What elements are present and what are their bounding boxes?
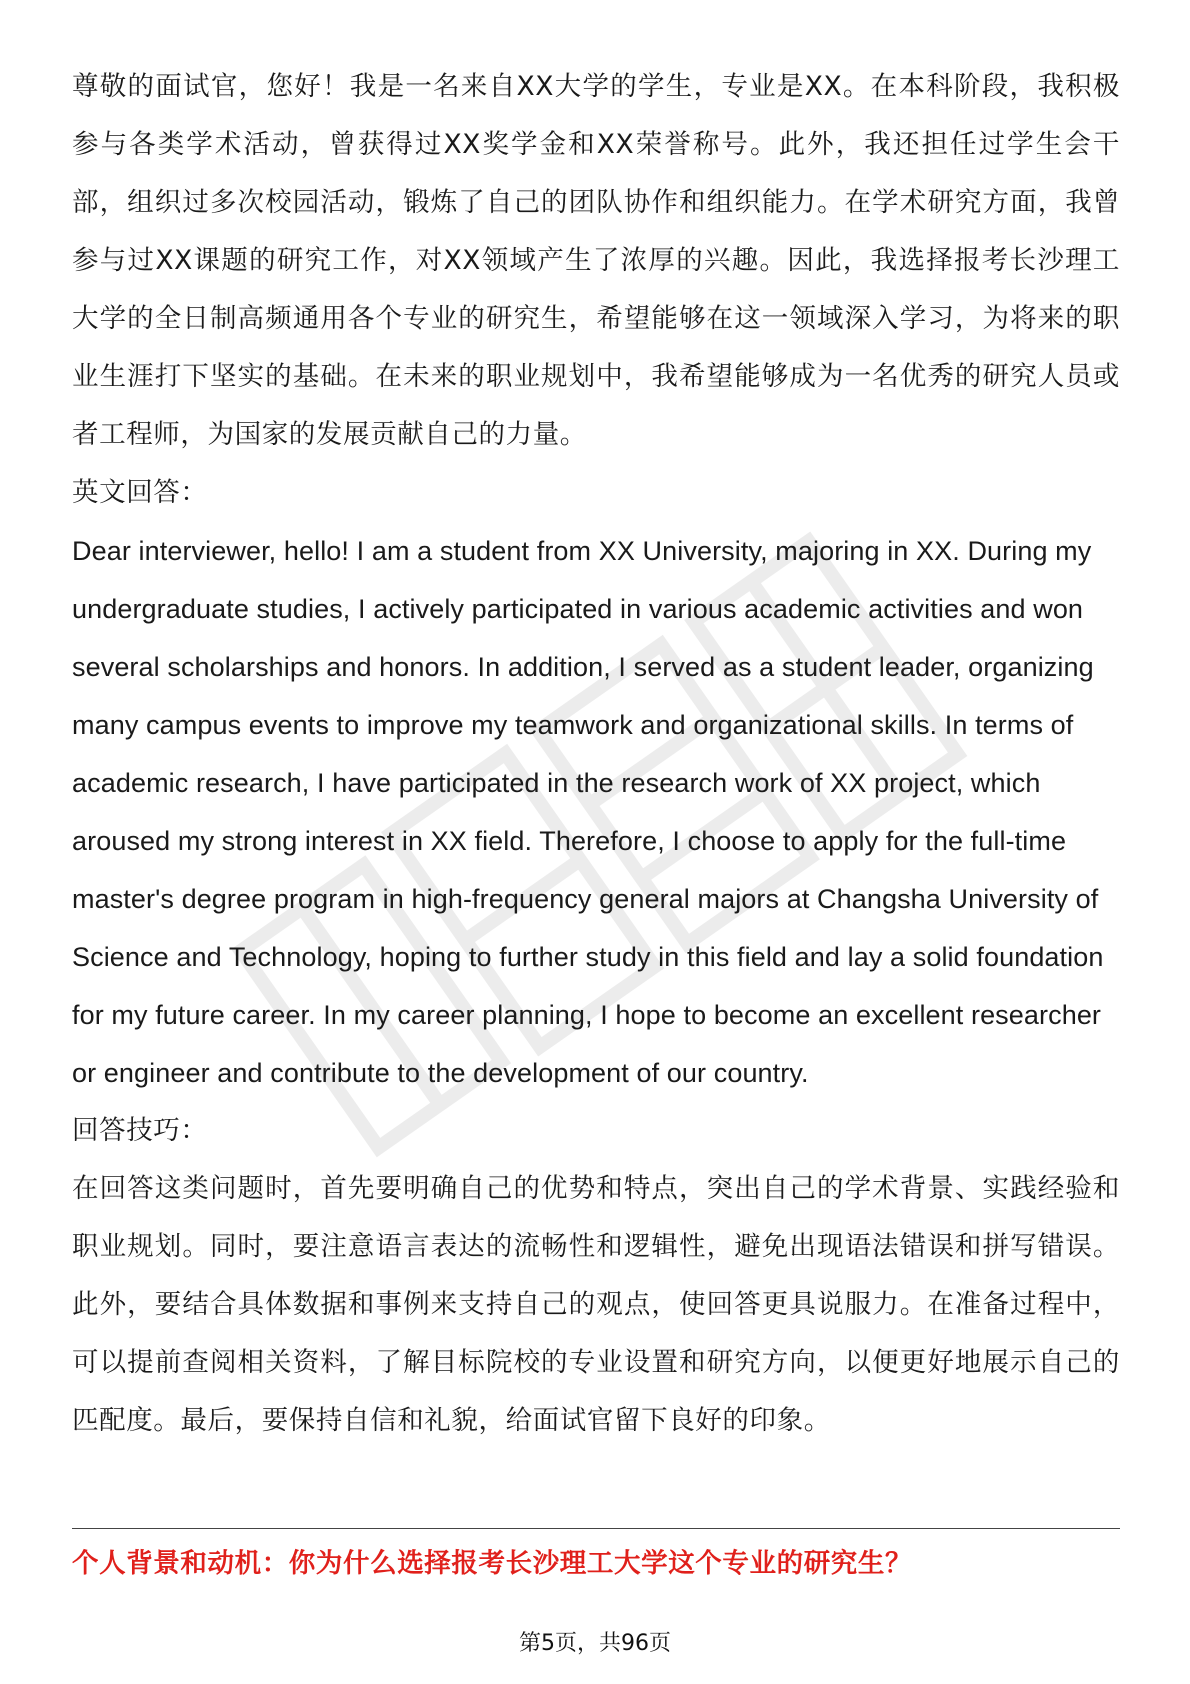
page-number-footer: 第5页，共96页 xyxy=(519,1631,671,1656)
section-divider xyxy=(72,1528,1120,1529)
main-content xyxy=(72,58,1120,1450)
answer-tips-heading: 回答技巧： xyxy=(72,1115,208,1146)
chinese-answer-paragraph: 尊敬的面试官，您好！我是一名来自XX大学的学生，专业是XX。在本科阶段，我积极参与各类学术活动，曾获得过XX奖学金和XX荣誉称号。此外，我还担任过学生会干部，组织过多次校园活动，锻炼了自己的团队协作和组织能力。在学术研究方面，我曾参与过XX课题的研究工作，对XX领域产生了浓厚的兴趣。因此，我选择报考长沙理工大学的全日制高频通用各个专业的研究生，希望能够在这一领域深入学习，为将来的职业生涯打下坚实的基础。在未来的职业规划中，我希望能够成为一名优秀的研究人员或者工程师，为国家的发展贡献自己的力量。 xyxy=(72,71,1120,450)
english-answer-heading: 英文回答： xyxy=(72,477,208,508)
english-answer-paragraph: Dear interviewer, hello! I am a student from XX University, majoring in XX. During my undergraduate studies, I actively participated in various academic activities and won several scholarships and honors. In addition, I served as a student leader, organizing many campus events to improve my teamwork and organizational skills. In terms of academic research, I have participated in the research work of XX project, which aroused my strong interest in XX field. Therefore, I choose to apply for the full-time master's degree program in high-frequency general majors at Changsha University of Science and Technology, hoping to further study in this field and lay a solid foundation for my future career. In my career planning, I hope to become an excellent researcher or engineer and contribute to the development of our country. xyxy=(72,536,1104,1088)
answer-tips-paragraph: 在回答这类问题时，首先要明确自己的优势和特点，突出自己的学术背景、实践经验和职业规划。同时，要注意语言表达的流畅性和逻辑性，避免出现语法错误和拼写错误。此外，要结合具体数据和事例来支持自己的观点，使回答更具说服力。在准备过程中，可以提前查阅相关资料，了解目标院校的专业设置和研究方向，以便更好地展示自己的匹配度。最后，要保持自信和礼貌，给面试官留下良好的印象。 xyxy=(72,1173,1120,1436)
next-question-heading: 个人背景和动机：你为什么选择报考长沙理工大学这个专业的研究生？ xyxy=(72,1548,913,1579)
